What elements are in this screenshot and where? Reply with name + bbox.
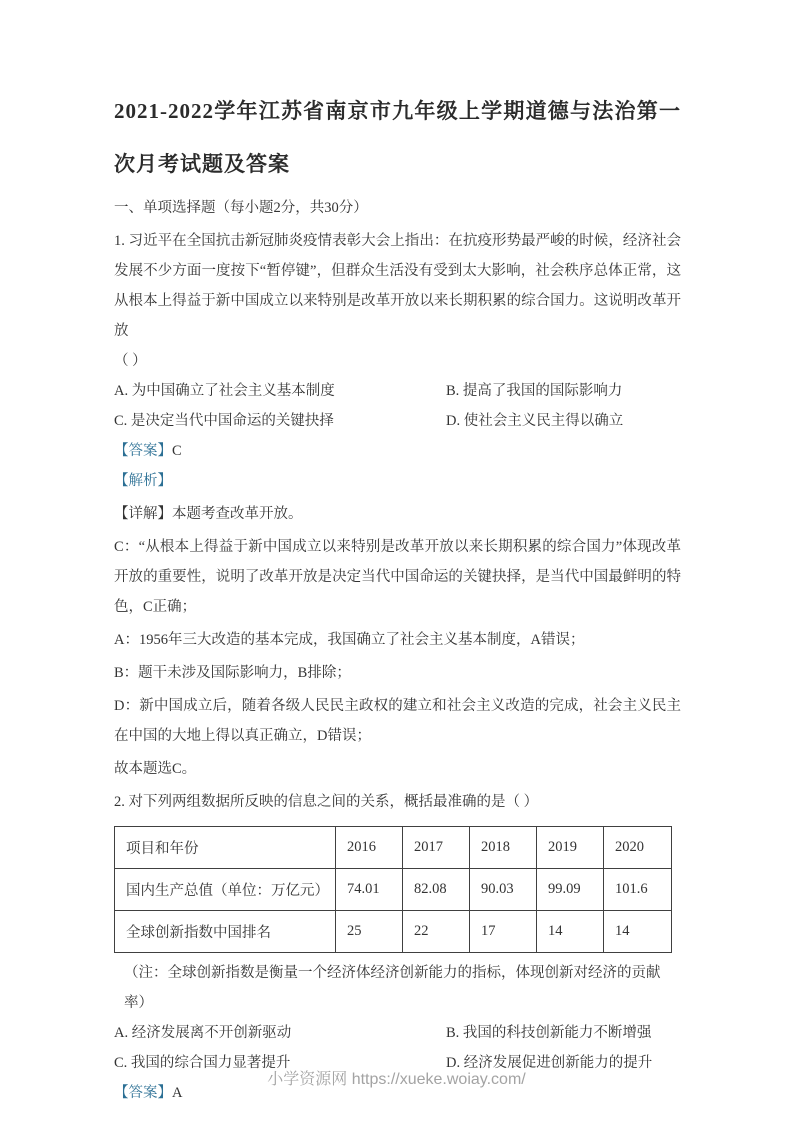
question-2-answer-value: A (172, 1085, 183, 1101)
question-2-option-b: B. 我国的科技创新能力不断增强 (446, 1025, 652, 1041)
table-row-gdp (115, 869, 672, 911)
table-header-2020: 2020 (604, 827, 672, 869)
table-cell: 82.08 (403, 869, 470, 911)
table-header-2016: 2016 (336, 827, 403, 869)
question-1-detail-conclusion: 故本题选C。 (114, 761, 197, 777)
answer-label: 【答案】 (114, 1085, 172, 1101)
table-header-2018: 2018 (470, 827, 537, 869)
table-cell: 99.09 (537, 869, 604, 911)
question-1-option-d: D. 使社会主义民主得以确立 (446, 413, 624, 429)
analysis-label: 【解析】 (114, 473, 172, 489)
table-row-gdp-label: 国内生产总值（单位：万亿元） (115, 869, 336, 911)
table-cell: 14 (537, 911, 604, 953)
question-2-options-row-1 (114, 1018, 681, 1048)
table-header-row (115, 827, 672, 869)
question-2-option-c: C. 我国的综合国力显著提升 (114, 1055, 291, 1071)
table-row-innovation-rank (115, 911, 672, 953)
question-2-note: （注：全球创新指数是衡量一个经济体经济创新能力的指标，体现创新对经济的贡献率） (124, 965, 661, 1011)
question-1-detail-option-b: B：题干未涉及国际影响力，B排除； (114, 665, 351, 681)
table-cell: 25 (336, 911, 403, 953)
table-cell: 90.03 (470, 869, 537, 911)
question-1-option-b: B. 提高了我国的国际影响力 (446, 383, 623, 399)
question-2-option-a: A. 经济发展离不开创新驱动 (114, 1025, 292, 1041)
answer-label: 【答案】 (114, 443, 172, 459)
site-footer: 小学资源网 https://xueke.woiay.com/ (267, 1071, 526, 1088)
table-header-2019: 2019 (537, 827, 604, 869)
table-cell: 17 (470, 911, 537, 953)
table-cell: 74.01 (336, 869, 403, 911)
question-1-options-row-2 (114, 406, 681, 436)
table-header-2017: 2017 (403, 827, 470, 869)
table-header-item-year: 项目和年份 (115, 827, 336, 869)
question-1-option-a: A. 为中国确立了社会主义基本制度 (114, 383, 335, 399)
question-1-detail-option-a: A：1956年三大改造的基本完成，我国确立了社会主义基本制度，A错误； (114, 632, 585, 648)
question-1-options-row-1 (114, 376, 681, 406)
question-1-answer-value: C (172, 443, 182, 459)
question-1-stem: 1. 习近平在全国抗击新冠肺炎疫情表彰大会上指出：在抗疫形势最严峻的时候，经济社会发展不少方面一度按下“暂停键”，但群众生活没有受到太大影响，社会秩序总体正常，这从根本上得益于新中国成立以来特别是改革开放以来长期积累的综合国力。这说明改革开放 (114, 233, 681, 339)
table-row-innovation-rank-label: 全球创新指数中国排名 (115, 911, 336, 953)
table-cell: 101.6 (604, 869, 672, 911)
question-1-detail-option-c: C：“从根本上得益于新中国成立以来特别是改革开放以来长期积累的综合国力”体现改革开放的重要性，说明了改革开放是决定当代中国命运的关键抉择，是当代中国最鲜明的特色，C正确； (114, 539, 681, 615)
question-1-answer-line (114, 436, 681, 466)
question-2-option-d: D. 经济发展促进创新能力的提升 (446, 1055, 653, 1071)
document-page (114, 85, 681, 1108)
table-cell: 14 (604, 911, 672, 953)
question-1-detail-option-d: D：新中国成立后，随着各级人民民主政权的建立和社会主义改造的完成，社会主义民主在中国的大地上得以真正确立，D错误； (114, 698, 681, 744)
table-cell: 22 (403, 911, 470, 953)
page-title: 2021-2022学年江苏省南京市九年级上学期道德与法治第一次月考试题及答案 (114, 99, 681, 176)
question-1-answer-blank: （ ） (114, 353, 147, 369)
section-heading: 一、单项选择题（每小题2分，共30分） (114, 200, 368, 216)
question-1-option-c: C. 是决定当代中国命运的关键抉择 (114, 413, 334, 429)
question-2-stem: 2. 对下列两组数据所反映的信息之间的关系，概括最准确的是（ ） (114, 794, 539, 810)
question-1-analysis-line (114, 466, 681, 496)
question-2-data-table (114, 826, 672, 953)
question-1-detail-intro: 【详解】本题考查改革开放。 (114, 506, 303, 522)
